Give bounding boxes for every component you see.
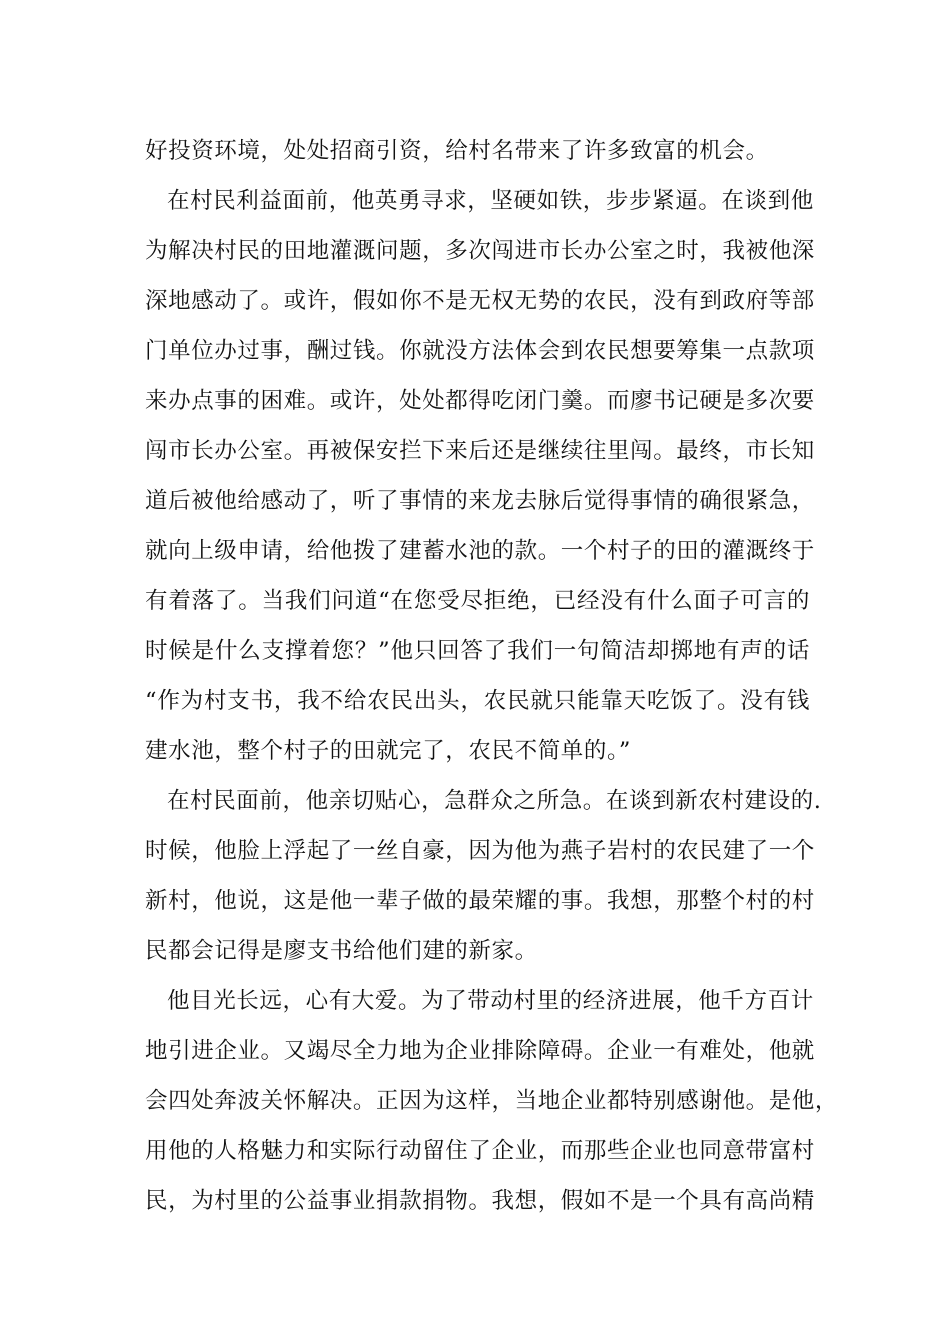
- paragraph-first-line: 他目光长远，心有大爱。为了带动村里的经济进展，他千方百计: [167, 988, 814, 1014]
- text-line: 地引进企业。又竭尽全力地为企业排除障碍。企业一有难处，他就: [145, 1038, 815, 1064]
- paragraph-first-line: 在村民面前，他亲切贴心，急群众之所急。在谈到新农村建设的.: [167, 788, 822, 814]
- text-line: “作为村支书，我不给农民出头，农民就只能靠天吃饭了。没有钱: [145, 688, 810, 714]
- paragraph-first-line: 在村民利益面前，他英勇寻求，坚硬如铁，步步紧逼。在谈到他: [167, 188, 814, 214]
- text-line: 门单位办过事，酬过钱。你就没方法体会到农民想要筹集一点款项: [145, 338, 815, 364]
- text-line: 就向上级申请，给他拨了建蓄水池的款。一个村子的田的灌溉终于: [145, 538, 815, 564]
- text-line: 深地感动了。或许，假如你不是无权无势的农民，没有到政府等部: [145, 288, 815, 314]
- text-line: 时候，他脸上浮起了一丝自豪，因为他为燕子岩村的农民建了一个: [145, 838, 815, 864]
- text-line: 有着落了。当我们问道“在您受尽拒绝，已经没有什么面子可言的: [145, 588, 810, 614]
- text-line: 时候是什么支撑着您？”他只回答了我们一句简洁却掷地有声的话: [145, 638, 810, 664]
- text-line: 用他的人格魅力和实际行动留住了企业，而那些企业也同意带富村: [145, 1138, 815, 1164]
- text-line: 民都会记得是廖支书给他们建的新家。: [145, 938, 538, 964]
- text-line: 闯市长办公室。再被保安拦下来后还是继续往里闯。最终，市长知: [145, 438, 815, 464]
- text-line: 新村，他说，这是他一辈子做的最荣耀的事。我想，那整个村的村: [145, 888, 815, 914]
- text-line: 会四处奔波关怀解决。正因为这样，当地企业都特别感谢他。是他，: [145, 1088, 839, 1114]
- text-line: 民，为村里的公益事业捐款捐物。我想，假如不是一个具有高尚精: [145, 1188, 815, 1214]
- text-line: 为解决村民的田地灌溉问题，多次闯进市长办公室之时，我被他深: [145, 238, 815, 264]
- text-line: 建水池，整个村子的田就完了，农民不简单的。”: [145, 738, 631, 764]
- text-line: 来办点事的困难。或许，处处都得吃闭门羹。而廖书记硬是多次要: [145, 388, 815, 414]
- text-line: 道后被他给感动了，听了事情的来龙去脉后觉得事情的确很紧急，: [145, 488, 815, 514]
- text-line: 好投资环境，处处招商引资，给村名带来了许多致富的机会。: [145, 138, 769, 164]
